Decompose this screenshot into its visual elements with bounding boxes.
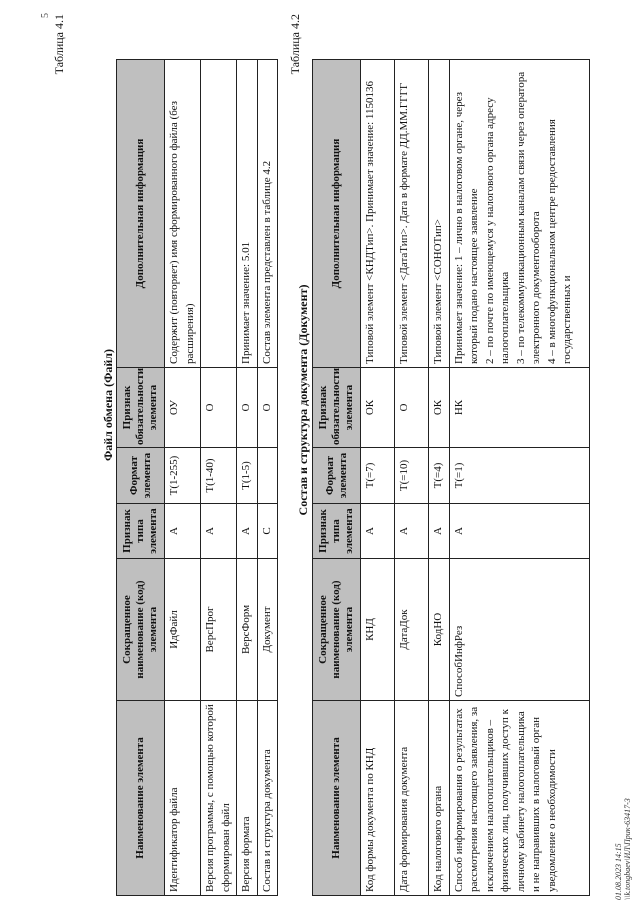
table-row <box>237 60 258 896</box>
cell-code: КНД <box>361 559 395 701</box>
cell-name: Версия программы, с помощью которой сформирован файл <box>201 701 237 896</box>
cell-format: Т(1-40) <box>201 448 237 504</box>
cell-code: ДатаДок <box>395 559 429 701</box>
table-4-1-caption: Таблица 4.1 <box>52 14 66 75</box>
cell-code: СпособИнфРез <box>449 559 589 701</box>
cell-format: Т(1-255) <box>165 448 201 504</box>
cell-format <box>257 448 278 504</box>
cell-info: Состав элемента представлен в таблице 4.2 <box>257 60 278 368</box>
cell-format: Т(1-5) <box>237 448 258 504</box>
cell-info: Типовой элемент <ДатаТип>. Дата в формате ДД.ММ.ГГГГ <box>395 60 429 368</box>
cell-info: Принимает значение: 1 – лично в налоговом органе, через который подано настоящее заявление 2 – по почте по имеющемуся у налогового органа адресу налогоплательщика 3 – по телекоммуникационным каналам связи через оператора электронного документооборота 4 – в многофункциональном центре предоставления государственных и <box>449 60 589 368</box>
table-row <box>165 60 201 896</box>
table-4-1 <box>116 59 278 896</box>
footer-timestamp: 01.08.2023 14:15 <box>614 843 623 900</box>
cell-name: Состав и структура документа <box>257 701 278 896</box>
cell-code: КодНО <box>429 559 450 701</box>
table-row <box>449 60 589 896</box>
table-4-2 <box>312 59 590 896</box>
header-cell: Сокращенное наименование (код) элемента <box>117 559 165 701</box>
header-cell: Признак обязательности элемента <box>313 368 361 448</box>
cell-required: ОК <box>429 368 450 448</box>
table-4-1-title: Файл обмена (Файл) <box>101 348 115 462</box>
cell-format: Т(=4) <box>429 448 450 504</box>
cell-type: А <box>165 504 201 559</box>
cell-required: О <box>237 368 258 448</box>
cell-name: Код формы документа по КНД <box>361 701 395 896</box>
table-row <box>429 60 450 896</box>
cell-info: Содержит (повторяет) имя сформированного файла (без расширения) <box>165 60 201 368</box>
table-row <box>395 60 429 896</box>
table-row <box>257 60 278 896</box>
cell-name: Способ информирования о результатах рассмотрения настоящего заявления, за исключением налогоплательщиков – физических лиц, получивших доступ к личному кабинету налогоплательщика и не направивших в налоговый орган уведомление о необходимости <box>449 701 589 896</box>
table-4-2-header-row <box>313 60 361 896</box>
cell-type: С <box>257 504 278 559</box>
cell-name: Идентификатор файла <box>165 701 201 896</box>
cell-required: О <box>395 368 429 448</box>
header-cell: Дополнительная информация <box>313 60 361 368</box>
cell-type: А <box>361 504 395 559</box>
cell-code: Документ <box>257 559 278 701</box>
cell-name: Дата формирования документа <box>395 701 429 896</box>
cell-type: А <box>429 504 450 559</box>
header-cell: Признак типа элемента <box>117 504 165 559</box>
cell-required: ОУ <box>165 368 201 448</box>
cell-code: ВерсФорм <box>237 559 258 701</box>
cell-type: А <box>449 504 589 559</box>
cell-info: Типовой элемент <КНДТип>. Принимает значение: 1150136 <box>361 60 395 368</box>
footer-path: \\k.tongbaev\ИЛ\Прик-63417-3 <box>623 798 632 900</box>
document-footer <box>614 798 632 900</box>
header-cell: Формат элемента <box>117 448 165 504</box>
cell-info: Типовой элемент <СОНОТип> <box>429 60 450 368</box>
header-cell: Формат элемента <box>313 448 361 504</box>
page-number: 5 <box>40 13 51 18</box>
table-4-2-title: Состав и структура документа (Документ) <box>296 284 310 516</box>
table-row <box>361 60 395 896</box>
header-cell: Признак типа элемента <box>313 504 361 559</box>
cell-type: А <box>395 504 429 559</box>
table-row <box>201 60 237 896</box>
cell-required: О <box>257 368 278 448</box>
header-cell: Дополнительная информация <box>117 60 165 368</box>
cell-format: Т(=10) <box>395 448 429 504</box>
header-cell: Признак обязательности элемента <box>117 368 165 448</box>
cell-format: Т(=1) <box>449 448 589 504</box>
table-4-1-header-row <box>117 60 165 896</box>
header-cell: Наименование элемента <box>117 701 165 896</box>
cell-required: ОК <box>361 368 395 448</box>
cell-required: О <box>201 368 237 448</box>
table-4-2-caption: Таблица 4.2 <box>288 14 302 75</box>
cell-format: Т(=7) <box>361 448 395 504</box>
cell-name: Код налогового органа <box>429 701 450 896</box>
header-cell: Сокращенное наименование (код) элемента <box>313 559 361 701</box>
cell-name: Версия формата <box>237 701 258 896</box>
cell-required: НК <box>449 368 589 448</box>
cell-code: ИдФайл <box>165 559 201 701</box>
cell-code: ВерсПрог <box>201 559 237 701</box>
cell-info: Принимает значение: 5.01 <box>237 60 258 368</box>
cell-type: А <box>201 504 237 559</box>
header-cell: Наименование элемента <box>313 701 361 896</box>
cell-type: А <box>237 504 258 559</box>
cell-info <box>201 60 237 368</box>
